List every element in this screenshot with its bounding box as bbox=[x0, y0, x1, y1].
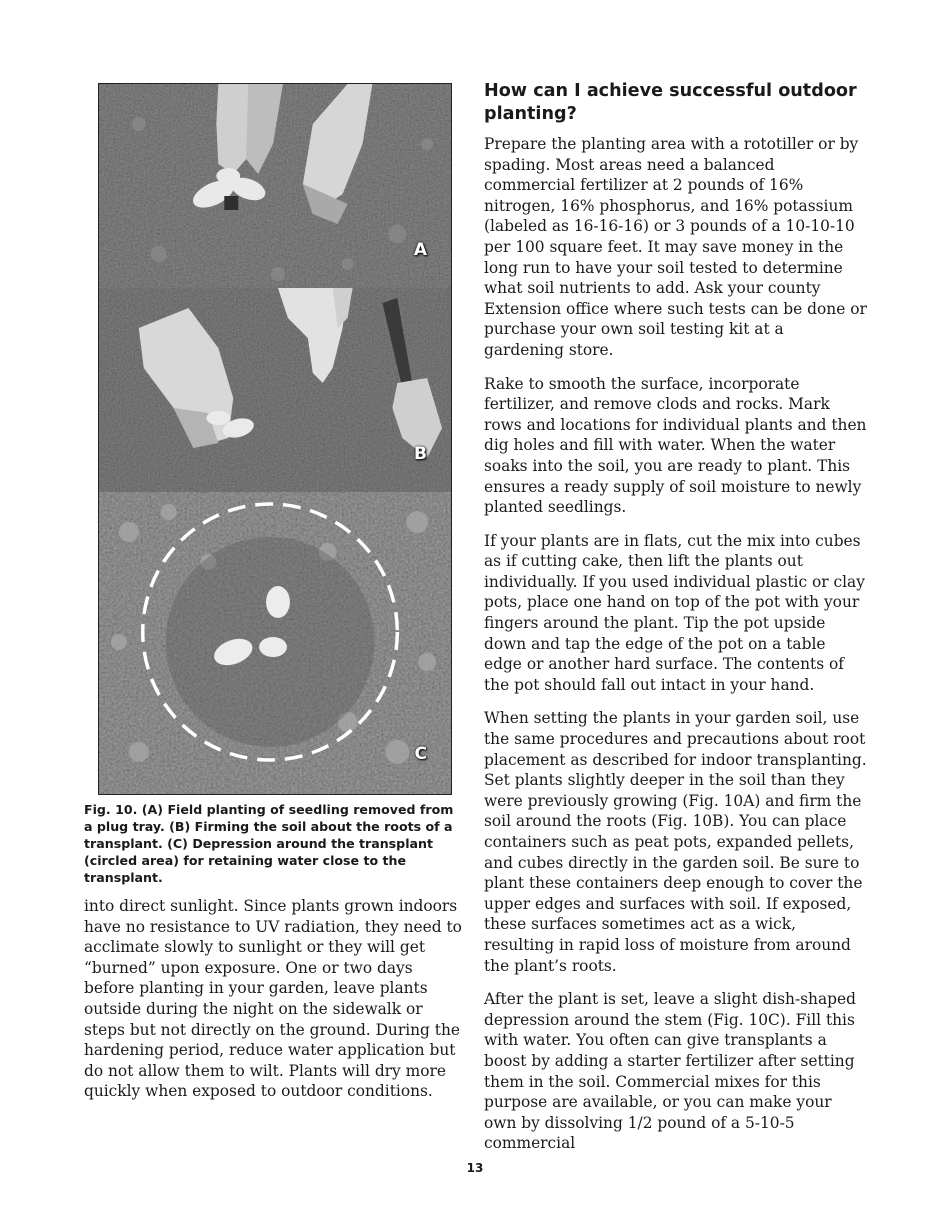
right-paragraph-5: After the plant is set, leave a slight dish-shaped depression around the stem (Fig. 10C). Fill this with water. You often can give transplants a boost by adding a starter fertilizer after setting them in the soil. Commercial mixes for this purpose are available, or you can make your own by dissolving 1/2 pound of a 5-10-5 commercial bbox=[484, 990, 856, 1153]
right-paragraph-1: Prepare the planting area with a rototiller or by spading. Most areas need a balanced commercial fertilizer at 2 pounds of 16% nitrogen, 16% phosphorus, and 16% potassium (labeled as 16-16-16) or 3 pounds of a 10-10-10 per 100 square feet. It may save money in the long run to have your soil tested to determine what soil nutrients to add. Ask your county Extension office where such tests can be done or purchase your own soil testing kit at a gardening store. bbox=[484, 135, 867, 359]
figure-caption: Fig. 10. (A) Field planting of seedling removed from a plug tray. (B) Firming the soil about the roots of a transplant. (C) Depression around the transplant (circled area) for retaining water close to the transplant. bbox=[84, 802, 454, 885]
panel-label-b: B bbox=[414, 444, 427, 464]
page-number: 13 bbox=[466, 1161, 484, 1175]
right-column bbox=[484, 80, 868, 1167]
left-column bbox=[84, 83, 464, 1102]
right-column-body bbox=[484, 134, 868, 1154]
figure-panel-b bbox=[99, 288, 451, 492]
left-column-body bbox=[84, 896, 464, 1102]
left-paragraph-1: into direct sunlight. Since plants grown indoors have no resistance to UV radiation, they need to acclimate slowly to sunlight or they will get “burned” upon exposure. One or two days before planting in your garden, leave plants outside during the night on the sidewalk or steps but not directly on the ground. During the hardening period, reduce water application but do not allow them to wilt. Plants will dry more quickly when exposed to outdoor conditions. bbox=[84, 897, 462, 1101]
right-paragraph-2: Rake to smooth the surface, incorporate fertilizer, and remove clods and rocks. Mark rows and locations for individual plants and then dig holes and fill with water. When the water soaks into the soil, you are ready to plant. This ensures a ready supply of soil moisture to newly planted seedlings. bbox=[484, 374, 867, 517]
figure-10 bbox=[98, 83, 452, 795]
panel-label-a: A bbox=[413, 240, 427, 260]
panel-label-c: C bbox=[414, 744, 427, 764]
panel-c-photo bbox=[99, 492, 451, 795]
right-paragraph-3: If your plants are in flats, cut the mix into cubes as if cutting cake, then lift the plants out individually. If you used individual plastic or clay pots, place one hand on top of the pot with your fingers around the plant. Tip the pot upside down and tap the edge of the pot on a table edge or another hard surface. The contents of the pot should fall out intact in your hand. bbox=[484, 531, 865, 694]
right-paragraph-4: When setting the plants in your garden soil, use the same procedures and precautions about root placement as described for indoor transplanting. Set plants slightly deeper in the soil than they were previously growing (Fig. 10A) and firm the soil around the roots (Fig. 10B). You can place containers such as peat pots, expanded pellets, and cubes directly in the garden soil. Be sure to plant these containers deep enough to cover the upper edges and surfaces with soil. If exposed, these surfaces sometimes act as a wick, resulting in rapid loss of moisture from around the plant’s roots. bbox=[484, 709, 867, 975]
panel-a-photo bbox=[99, 84, 451, 288]
figure-panel-a bbox=[99, 84, 451, 288]
figure-panel-c bbox=[99, 492, 451, 795]
panel-b-photo bbox=[99, 288, 451, 492]
section-heading: How can I achieve successful outdoor planting? bbox=[484, 81, 857, 124]
